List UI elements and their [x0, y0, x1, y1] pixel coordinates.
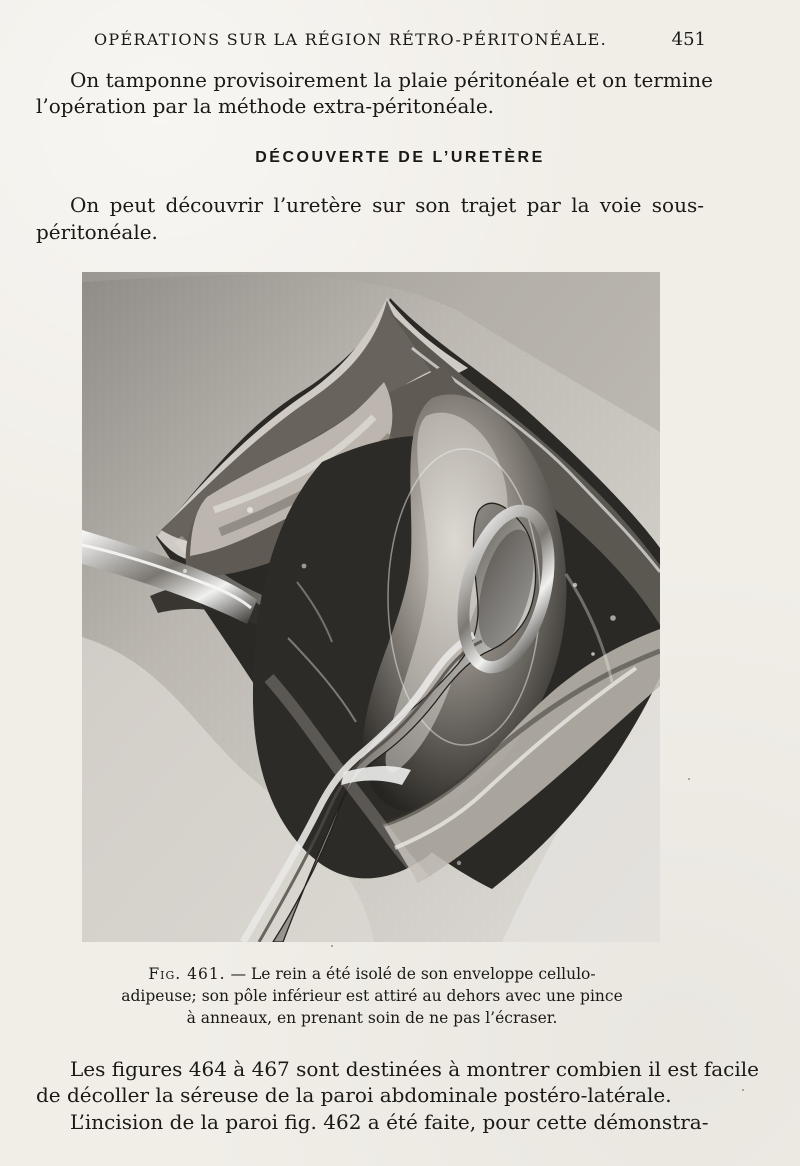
intro-paragraph-line-2: l’opération par la méthode extra-péritonéale.: [36, 94, 495, 118]
paper-speck: [331, 945, 333, 947]
figure-caption-line-2: adipeuse; son pôle inférieur est attiré au dehors avec une pince: [121, 987, 623, 1005]
section-paragraph-line-2: péritonéale.: [36, 220, 158, 244]
figure-caption-text-1: — Le rein a été isolé de son enveloppe cellulo-: [230, 965, 596, 983]
figure-label: Fig. 461.: [148, 965, 226, 983]
section-paragraph-line-1: On peut découvrir l’uretère sur son trajet par la voie sous-: [70, 193, 704, 217]
intro-paragraph-line-1: On tamponne provisoirement la plaie péritonéale et on termine: [70, 68, 713, 92]
surgical-illustration: [82, 272, 660, 942]
after-figure-paragraph-line-2: de décoller la séreuse de la paroi abdominale postéro-latérale.: [36, 1083, 672, 1107]
running-title: OPÉRATIONS SUR LA RÉGION RÉTRO-PÉRITONÉALE.: [94, 30, 608, 49]
figure-caption: [112, 963, 632, 1029]
running-header: [94, 28, 706, 52]
figure-caption-line-1: [112, 963, 632, 985]
kidney-operation-drawing: [82, 272, 660, 942]
section-heading: DÉCOUVERTE DE L’URETÈRE: [255, 149, 545, 166]
paper-speck: [742, 1089, 744, 1091]
paper-speck: [688, 778, 690, 780]
after-figure-paragraph-line-1: Les figures 464 à 467 sont destinées à montrer combien il est facile: [70, 1057, 760, 1081]
page-number: 451: [671, 29, 706, 50]
after-figure-paragraph-line-3: L’incision de la paroi fig. 462 a été faite, pour cette démonstra-: [70, 1110, 709, 1134]
figure-caption-line-3: à anneaux, en prenant soin de ne pas l’écraser.: [186, 1009, 558, 1027]
